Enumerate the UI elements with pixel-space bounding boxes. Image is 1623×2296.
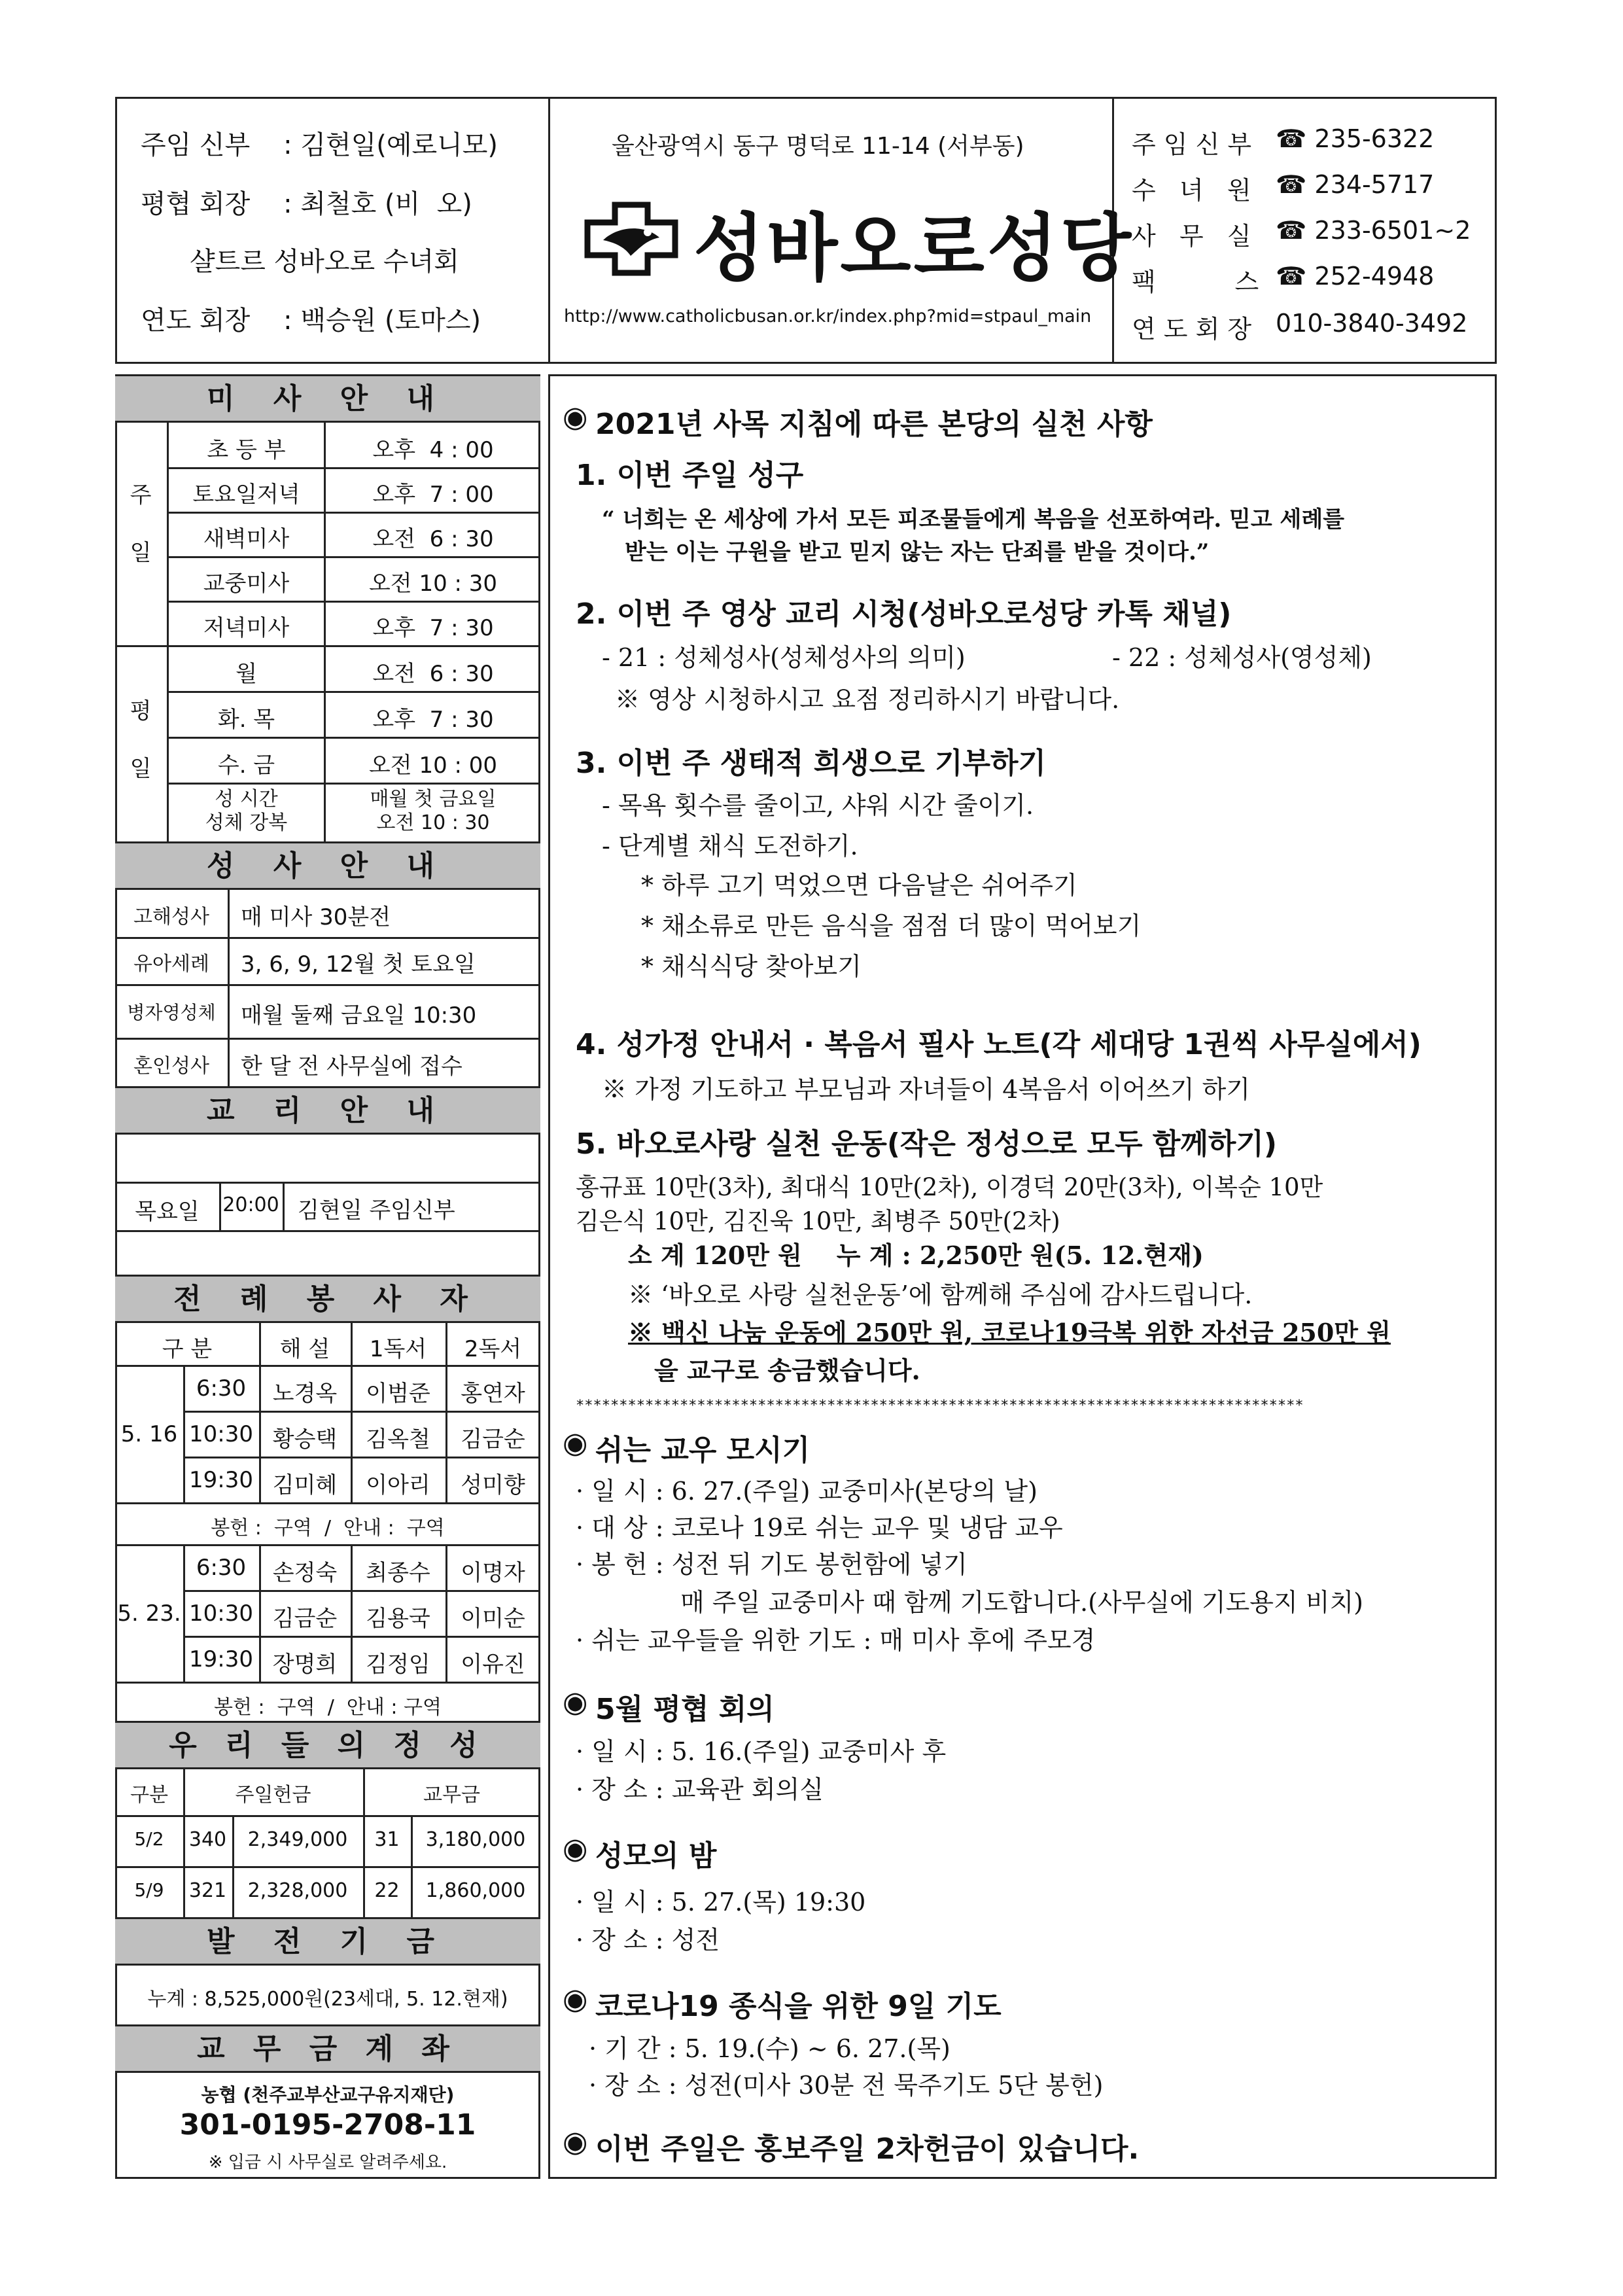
mass-time: 오전 10 : 30 xyxy=(368,571,498,597)
inactive-text: · 봉 헌 : 성전 뒤 기도 봉헌함에 넣기 xyxy=(576,1550,968,1579)
contact-label-prayer-head: 연 도 회 장 xyxy=(1132,315,1252,344)
contact-phone-prayer-head: 010-3840-3492 xyxy=(1276,309,1468,338)
council-text: · 일 시 : 5. 16.(주일) 교중미사 후 xyxy=(576,1737,947,1766)
catechism-teacher: 김현일 주임신부 xyxy=(298,1197,455,1224)
cate-row-line xyxy=(115,1230,540,1232)
servers-head-type: 구 분 xyxy=(162,1336,213,1362)
servers-name: 장명희 xyxy=(272,1651,338,1678)
sacr-name: 혼인성사 xyxy=(133,1055,209,1078)
servers-name: 황승택 xyxy=(272,1426,338,1453)
servers-note: 봉헌 : 구역 / 안내 : 구역 xyxy=(214,1696,442,1719)
account-bank: 농협 (천주교부산교구유지재단) xyxy=(201,2084,455,2106)
item5-text: 김은식 10만, 김진욱 10만, 최병주 50만(2차) xyxy=(576,1207,1060,1235)
church-url[interactable]: http://www.catholicbusan.or.kr/index.php?mid=stpaul_main xyxy=(564,306,1092,327)
mass-section-title: 미 사 안 내 xyxy=(115,374,540,423)
offerings-count: 22 xyxy=(374,1879,400,1902)
item1-text: “ 너희는 온 세상에 가서 모든 피조물들에게 복음을 선포하여라. 믿고 세례를 xyxy=(602,506,1345,533)
catechism-time: 20:00 xyxy=(222,1193,279,1216)
servers-note: 봉헌 : 구역 / 안내 : 구역 xyxy=(211,1517,445,1540)
mass-time: 오후 7 : 30 xyxy=(372,707,494,733)
off-row-line xyxy=(115,1866,540,1868)
servers-date: 5. 16 xyxy=(120,1421,178,1447)
servers-name: 김용국 xyxy=(366,1606,430,1632)
offerings-amount: 2,328,000 xyxy=(247,1879,348,1902)
offerings-section-title: 우 리 들 의 정 성 xyxy=(115,1721,540,1769)
item5-text: 을 교구로 송금했습니다. xyxy=(654,1356,920,1385)
church-logo-icon xyxy=(582,200,680,278)
servers-name: 성미향 xyxy=(461,1472,525,1498)
mass-name: 새벽미사 xyxy=(203,526,290,552)
section-novena-title: 코로나19 종식을 위한 9일 기도 xyxy=(595,1990,1002,2023)
servers-date: 5. 23. xyxy=(117,1600,181,1627)
mass-row-line xyxy=(167,691,540,693)
item2-text: ※ 영상 시청하시고 요점 정리하시기 바랍니다. xyxy=(615,685,1120,714)
sacr-name: 고해성사 xyxy=(133,906,209,928)
item5-title: 5. 바오로사랑 실천 운동(작은 정성으로 모두 함께하기) xyxy=(576,1127,1278,1161)
inactive-text: · 대 상 : 코로나 19로 쉬는 교우 및 냉담 교우 xyxy=(576,1513,1063,1542)
bullet-icon: ◉ xyxy=(563,2125,588,2159)
servers-name: 이유진 xyxy=(461,1651,525,1678)
servers-name: 최종수 xyxy=(366,1560,430,1586)
bullet-icon: ◉ xyxy=(563,1983,588,2016)
servers-name: 홍연자 xyxy=(461,1381,525,1407)
servers-time: 6:30 xyxy=(196,1375,247,1402)
offerings-count: 321 xyxy=(188,1879,227,1902)
servers-name: 김정임 xyxy=(366,1651,430,1678)
srv-row-line xyxy=(183,1457,540,1458)
servers-time: 10:30 xyxy=(189,1421,253,1447)
sacr-name: 병자영성체 xyxy=(127,1002,216,1023)
servers-name: 노경옥 xyxy=(272,1381,338,1407)
catechism-section-title: 교 리 안 내 xyxy=(115,1086,540,1135)
account-section-title: 교 무 금 계 좌 xyxy=(115,2024,540,2073)
sacr-row-line xyxy=(115,1038,540,1040)
section-inactive-title: 쉬는 교우 모시기 xyxy=(595,1434,811,1467)
mass-name: 월 xyxy=(236,661,257,687)
church-address: 울산광역시 동구 명덕로 11-14 (서부동) xyxy=(612,133,1024,160)
pastor-line: 주임 신부 : 김현일(예로니모) xyxy=(141,130,498,160)
servers-name: 김옥철 xyxy=(366,1426,430,1453)
contact-phone-pastor: ☎ 235-6322 xyxy=(1276,124,1435,153)
sacr-value: 한 달 전 사무실에 접수 xyxy=(241,1053,462,1080)
mass-time: 오전 10 : 00 xyxy=(368,752,498,779)
offerings-count: 340 xyxy=(188,1828,227,1851)
offerings-amount: 1,860,000 xyxy=(425,1879,526,1902)
catechism-day: 목요일 xyxy=(135,1199,200,1225)
off-row-line xyxy=(115,1815,540,1817)
contact-label-pastor: 주 임 신 부 xyxy=(1132,130,1252,159)
section-second-collection: 이번 주일은 홍보주일 2차헌금이 있습니다. xyxy=(595,2132,1140,2166)
mass-time: 오전 6 : 30 xyxy=(372,661,494,687)
servers-name: 손정숙 xyxy=(272,1560,338,1586)
mass-row-line xyxy=(167,601,540,603)
bullet-icon: ◉ xyxy=(563,400,588,434)
mass-row-line xyxy=(167,737,540,739)
sacr-value: 3, 6, 9, 12월 첫 토요일 xyxy=(241,951,476,978)
divider-stars: ************************************************************************************ xyxy=(576,1398,1304,1414)
mass-time: 오전 6 : 30 xyxy=(372,526,494,552)
servers-head-reading2: 2독서 xyxy=(464,1336,522,1362)
mass-row-line xyxy=(167,467,540,469)
sacr-row-line xyxy=(115,937,540,939)
bullet-icon: ◉ xyxy=(563,1832,588,1865)
contact-phone-fax: ☎ 252-4948 xyxy=(1276,262,1435,291)
item2-text: - 21 : 성체성사(성체성사의 의미) xyxy=(602,643,966,672)
srv-head-line xyxy=(115,1365,540,1367)
mass-name: 초 등 부 xyxy=(207,437,286,463)
inactive-text: · 쉬는 교우들을 위한 기도 : 매 미사 후에 주모경 xyxy=(576,1626,1096,1655)
mass-row-line xyxy=(167,512,540,514)
item3-text: - 단계별 채식 도전하기. xyxy=(602,832,858,860)
inactive-text: 매 주일 교중미사 때 함께 기도합니다.(사무실에 기도용지 비치) xyxy=(680,1588,1363,1617)
sacr-col xyxy=(228,890,230,1086)
bullet-icon: ◉ xyxy=(563,1686,588,1719)
mass-name: 성 시간 성체 강복 xyxy=(205,788,288,834)
marian-text: · 일 시 : 5. 27.(목) 19:30 xyxy=(576,1888,866,1916)
sisters-line: 샬트르 성바오로 수녀회 xyxy=(190,247,459,277)
servers-name: 이아리 xyxy=(366,1472,430,1498)
fund-total: 누계 : 8,525,000원(23세대, 5. 12.현재) xyxy=(147,1988,508,2011)
section-pastoral-title: 2021년 사목 지침에 따른 본당의 실천 사항 xyxy=(595,408,1153,441)
servers-head-commentator: 해 설 xyxy=(279,1336,330,1362)
servers-name: 김미혜 xyxy=(272,1472,338,1498)
account-number: 301-0195-2708-11 xyxy=(179,2108,476,2142)
cate-row-line xyxy=(115,1182,540,1184)
account-note: ※ 입금 시 사무실로 알려주세요. xyxy=(208,2153,447,2172)
offerings-date: 5/2 xyxy=(134,1828,164,1850)
mass-weekday-label: 평 일 xyxy=(130,698,152,782)
contact-label-convent: 수 녀 원 xyxy=(1132,176,1251,205)
srv-row-line xyxy=(115,1544,540,1546)
item3-text: * 채식식당 찾아보기 xyxy=(641,952,862,981)
header-divider-1 xyxy=(548,97,550,364)
mass-name: 교중미사 xyxy=(203,571,290,597)
offerings-amount: 3,180,000 xyxy=(425,1828,526,1851)
item1-title: 1. 이번 주일 성구 xyxy=(576,459,804,492)
item2-text: - 22 : 성체성사(영성체) xyxy=(1112,643,1372,672)
servers-name: 이명자 xyxy=(461,1560,525,1586)
sacraments-section-title: 성 사 안 내 xyxy=(115,841,540,890)
mass-name: 저녁미사 xyxy=(203,615,290,641)
offerings-head-type: 구분 xyxy=(130,1784,168,1807)
contact-phone-convent: ☎ 234-5717 xyxy=(1276,170,1435,199)
item4-title: 4. 성가정 안내서 · 복음서 필사 노트(각 세대당 1권씩 사무실에서) xyxy=(576,1028,1422,1061)
sacr-name: 유아세례 xyxy=(133,953,209,976)
novena-text: · 장 소 : 성전(미사 30분 전 묵주기도 5단 봉헌) xyxy=(589,2071,1104,2100)
servers-name: 이미순 xyxy=(461,1606,525,1632)
servers-name: 김금순 xyxy=(461,1426,525,1453)
item3-text: * 채소류로 만든 음식을 점점 더 많이 먹어보기 xyxy=(641,911,1142,940)
offerings-head-sunday: 주일헌금 xyxy=(235,1784,311,1807)
mass-sunday-weekday-divider xyxy=(115,645,540,647)
mass-time: 매월 첫 금요일 오전 10 : 30 xyxy=(370,788,497,834)
contact-label-fax: 팩 스 xyxy=(1132,268,1259,296)
offerings-amount: 2,349,000 xyxy=(247,1828,348,1851)
mass-time: 오후 4 : 00 xyxy=(372,437,494,463)
servers-time: 10:30 xyxy=(189,1600,253,1627)
srv-row-line xyxy=(115,1682,540,1684)
srv-row-line xyxy=(183,1411,540,1413)
section-council-title: 5월 평협 회의 xyxy=(595,1693,775,1726)
contact-phone-office: ☎ 233-6501~2 xyxy=(1276,216,1471,245)
item5-text: ※ 백신 나눔 운동에 250만 원, 코로나19극복 위한 자선금 250만 원 xyxy=(628,1318,1391,1347)
item5-text: 소 계 120만 원 누 계 : 2,250만 원(5. 12.현재) xyxy=(628,1241,1204,1270)
council-text: · 장 소 : 교육관 회의실 xyxy=(576,1775,824,1804)
item5-text: ※ ‘바오로 사랑 실천운동’에 함께해 주심에 감사드립니다. xyxy=(628,1280,1253,1309)
srv-row-line xyxy=(115,1502,540,1504)
item3-text: - 목욕 횟수를 줄이고, 샤워 시간 줄이기. xyxy=(602,791,1034,820)
offerings-date: 5/9 xyxy=(134,1879,164,1901)
servers-time: 19:30 xyxy=(189,1646,253,1672)
item4-text: ※ 가정 기도하고 부모님과 자녀들이 4복음서 이어쓰기 하기 xyxy=(602,1075,1251,1104)
servers-time: 19:30 xyxy=(189,1467,253,1493)
item1-text: 받는 이는 구원을 받고 믿지 않는 자는 단죄를 받을 것이다.” xyxy=(625,539,1210,565)
mass-name: 수. 금 xyxy=(217,752,275,779)
bullet-icon: ◉ xyxy=(563,1426,588,1460)
mass-name: 화. 목 xyxy=(217,707,275,733)
sacr-value: 매월 둘째 금요일 10:30 xyxy=(241,1002,477,1029)
mass-name: 토요일저녁 xyxy=(192,482,300,508)
sacr-row-line xyxy=(115,984,540,986)
inactive-text: · 일 시 : 6. 27.(주일) 교중미사(본당의 날) xyxy=(576,1477,1038,1506)
mass-time: 오후 7 : 30 xyxy=(372,615,494,641)
fund-section-title: 발 전 기 금 xyxy=(115,1917,540,1966)
item3-title: 3. 이번 주 생태적 희생으로 기부하기 xyxy=(576,747,1046,780)
mass-time: 오후 7 : 00 xyxy=(372,482,494,508)
contact-label-office: 사 무 실 xyxy=(1132,222,1251,251)
item5-text: 홍규표 10만(3차), 최대식 10만(2차), 이경덕 20만(3차), 이복순 10만 xyxy=(576,1173,1323,1201)
marian-text: · 장 소 : 성전 xyxy=(576,1926,720,1954)
church-name: 성바오로성당 xyxy=(693,206,1134,291)
mass-sunday-label: 주 일 xyxy=(130,482,152,566)
section-marian-title: 성모의 밤 xyxy=(595,1839,717,1873)
srv-row-line xyxy=(183,1636,540,1638)
mass-row-line xyxy=(167,783,540,785)
offerings-head-dues: 교무금 xyxy=(423,1784,480,1807)
mass-row-line xyxy=(167,556,540,558)
council-line: 평협 회장 : 최철호 (비 오) xyxy=(141,189,472,219)
servers-time: 6:30 xyxy=(196,1555,247,1581)
servers-head-reading1: 1독서 xyxy=(369,1336,427,1362)
item2-title: 2. 이번 주 영상 교리 시청(성바오로성당 카톡 채널) xyxy=(576,597,1232,631)
novena-text: · 기 간 : 5. 19.(수) ~ 6. 27.(목) xyxy=(589,2034,951,2063)
prayer-head-line: 연도 회장 : 백승원 (토마스) xyxy=(141,306,481,336)
servers-section-title: 전 례 봉 사 자 xyxy=(115,1275,540,1323)
offerings-count: 31 xyxy=(374,1828,400,1851)
servers-name: 김금순 xyxy=(272,1606,338,1632)
cate-col xyxy=(283,1182,285,1230)
servers-name: 이범준 xyxy=(366,1381,430,1407)
item3-text: * 하루 고기 먹었으면 다음날은 쉬어주기 xyxy=(641,871,1077,900)
srv-row-line xyxy=(183,1590,540,1592)
sacr-value: 매 미사 30분전 xyxy=(241,904,391,930)
